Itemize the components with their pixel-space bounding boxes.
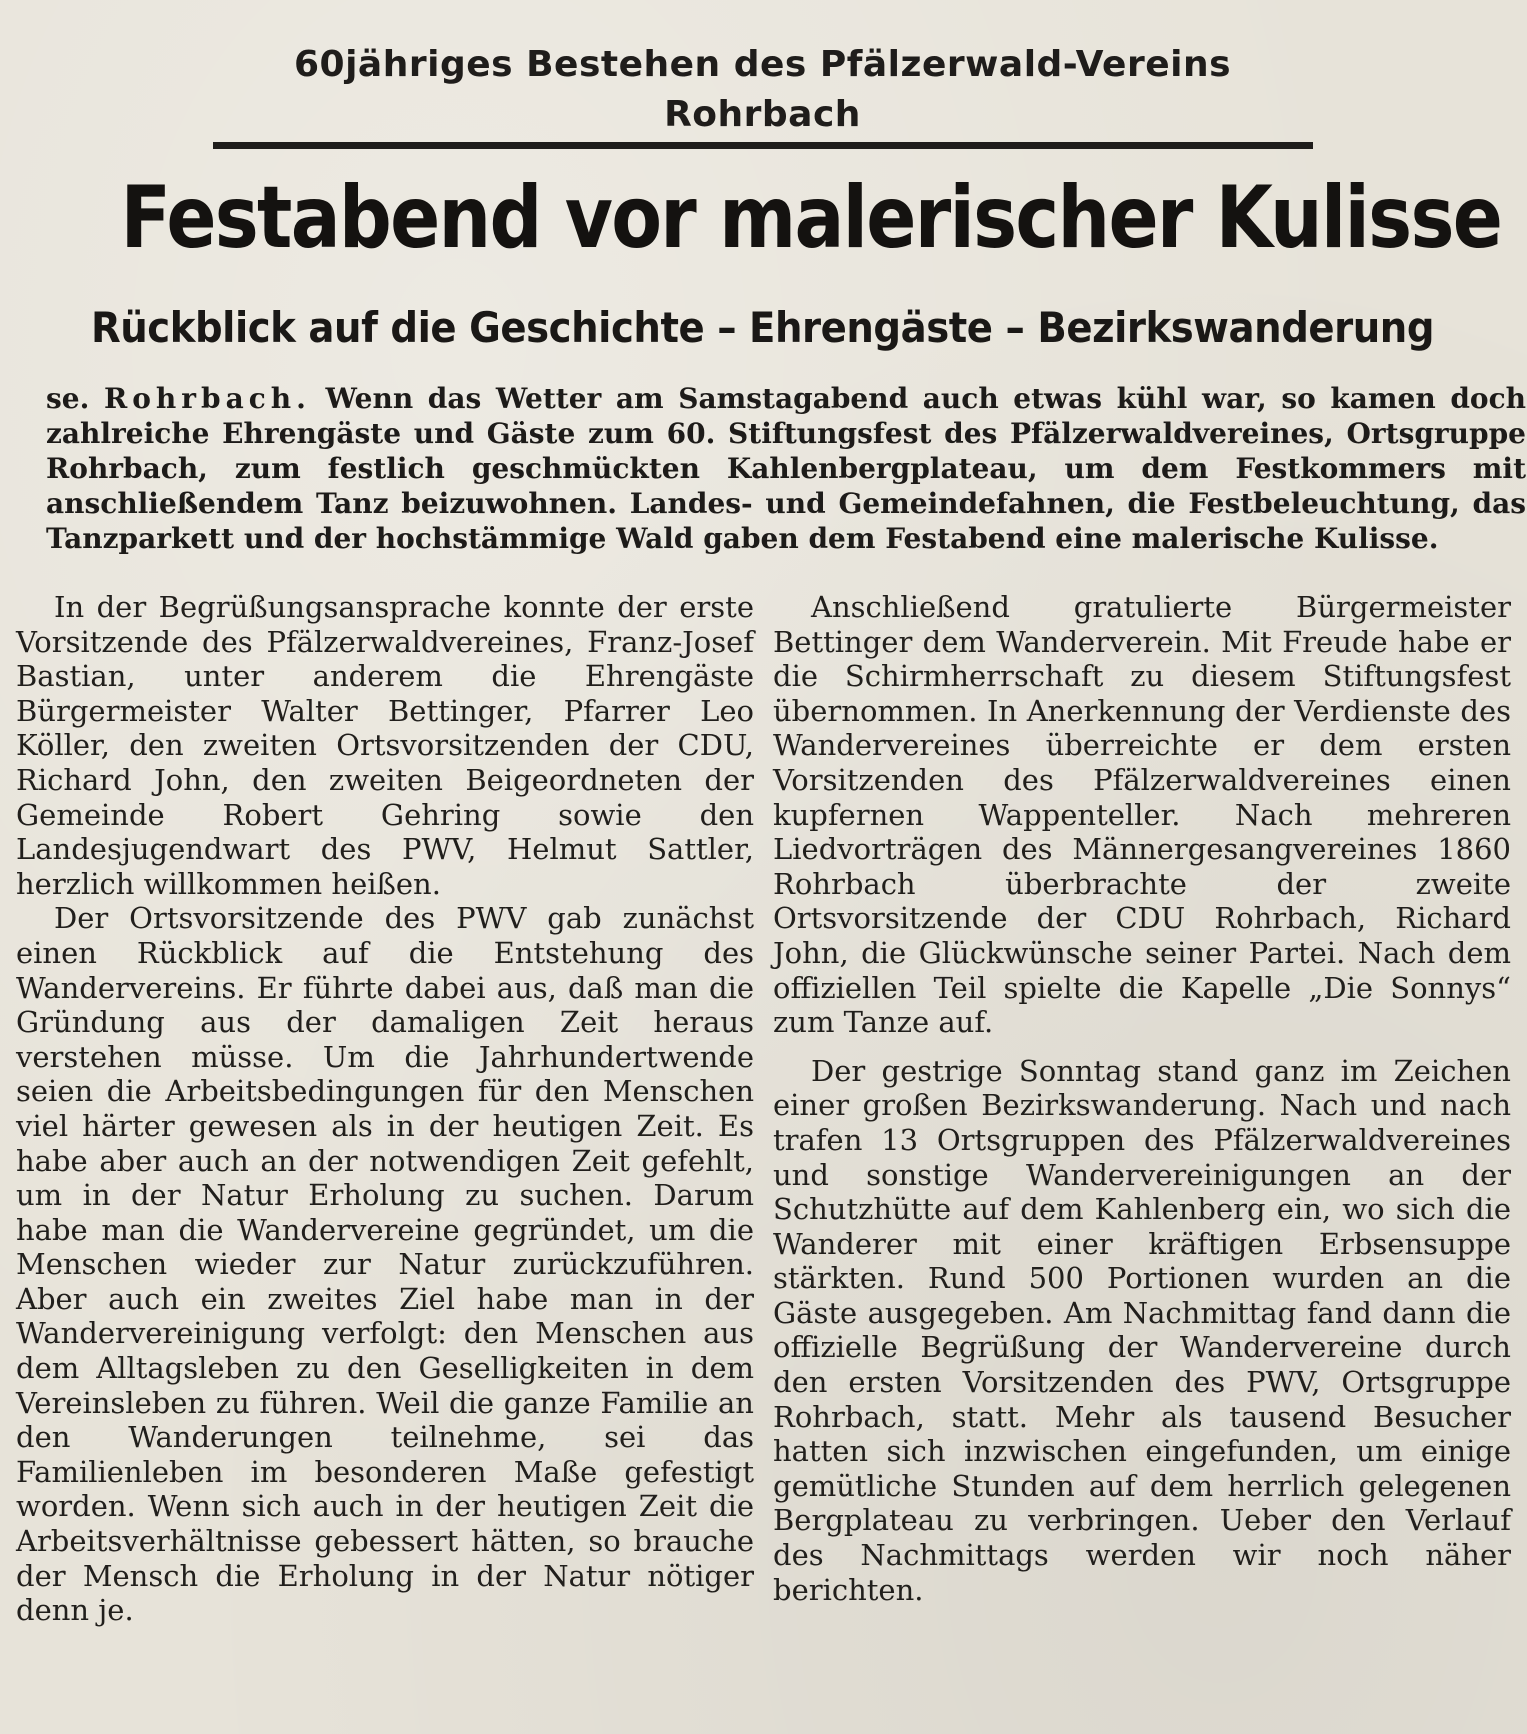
paragraph: Anschließend gratulierte Bürgermeister Bettinger dem Wanderverein. Mit Freude habe er die Schirmherrschaft zu diesem Stiftungsfest übernommen. In Anerkennung der Verdienste des Wandervereines überreichte er dem ersten Vorsitzenden des Pfälzerwaldvereines einen kupfernen Wappenteller. Nach mehreren Liedvorträgen des Männergesangvereines 1860 Rohrbach überbrachte der zweite Ortsvorsitzende der CDU Rohrbach, Richard John, die Glückwünsche seiner Partei. Nach dem offiziellen Teil spielte die Kapelle „Die Sonnys“ zum Tanze auf. <box>773 590 1511 1040</box>
lead-author-prefix: se. <box>46 382 104 415</box>
lead-dateline: Rohrbach. <box>103 382 311 415</box>
article-subheadline: Rückblick auf die Geschichte – Ehrengäste – Bezirkswanderung <box>90 303 1435 352</box>
column-right <box>773 590 1511 1628</box>
lead-text: Wenn das Wetter am Samstagabend auch etwas kühl war, so kamen doch zahlreiche Ehrengäste und Gäste zum 60. Stiftungsfest des Pfälzerwaldvereines, Ortsgruppe Rohrbach, zum festlich geschmückten Kahlenbergplateau, um dem Festkommers mit anschließendem Tanz beizuwohnen. Landes- und Gemeindefahnen, die Festbeleuchtung, das Tanzparkett und der hochstämmige Wald gaben dem Festabend eine malerische Kulisse. <box>46 382 1526 555</box>
paragraph: Der Ortsvorsitzende des PWV gab zunächst einen Rückblick auf die Entstehung des Wandervereins. Er führte dabei aus, daß man die Gründung aus der damaligen Zeit heraus verstehen müsse. Um die Jahrhundertwende seien die Arbeitsbedingungen für den Menschen viel härter gewesen als in der heutigen Zeit. Es habe aber auch an der notwendigen Zeit gefehlt, um in der Natur Erholung zu suchen. Darum habe man die Wandervereine gegründet, um die Menschen wieder zur Natur zurückzuführen. Aber auch ein zweites Ziel habe man in der Wandervereinigung verfolgt: den Menschen aus dem Alltagsleben zu den Geselligkeiten in dem Vereinsleben zu führen. Weil die ganze Familie an den Wanderungen teilnehme, sei das Familienleben im besonderen Maße gefestigt worden. Wenn sich auch in der heutigen Zeit die Arbeitsverhältnisse gebessert hätten, so brauche der Mensch die Erholung in der Natur nötiger denn je. <box>16 901 754 1628</box>
article-body <box>16 590 1511 1628</box>
paragraph: Der gestrige Sonntag stand ganz im Zeichen einer großen Bezirkswanderung. Nach und nach trafen 13 Ortsgruppen des Pfälzerwaldvereines und sonstige Wandervereinigungen an der Schutzhütte auf dem Kahlenberg ein, wo sich die Wanderer mit einer kräftigen Erbsensuppe stärkten. Rund 500 Portionen wurden an die Gäste ausgegeben. Am Nachmittag fand dann die offizielle Begrüßung der Wandervereine durch den ersten Vorsitzenden des PWV, Ortsgruppe Rohrbach, statt. Mehr als tausend Besucher hatten sich inzwischen eingefunden, um einige gemütliche Stunden auf dem herrlich gelegenen Bergplateau zu verbringen. Ueber den Verlauf des Nachmittags werden wir noch näher berichten. <box>773 1053 1511 1607</box>
kicker-underline <box>213 142 1313 149</box>
article-kicker: 60jähriges Bestehen des Pfälzerwald-Vereins Rohrbach <box>293 44 1232 135</box>
column-left <box>16 590 754 1628</box>
paragraph: In der Begrüßungsansprache konnte der erste Vorsitzende des Pfälzerwaldvereines, Franz-Josef Bastian, unter anderem die Ehrengäste Bürgermeister Walter Bettinger, Pfarrer Leo Köller, den zweiten Ortsvorsitzenden der CDU, Richard John, den zweiten Beigeordneten der Gemeinde Robert Gehring sowie den Landesjugendwart des PWV, Helmut Sattler, herzlich willkommen heißen. <box>16 590 754 901</box>
article-lead <box>46 381 1526 556</box>
article-headline: Festabend vor malerischer Kulisse <box>120 168 1502 268</box>
